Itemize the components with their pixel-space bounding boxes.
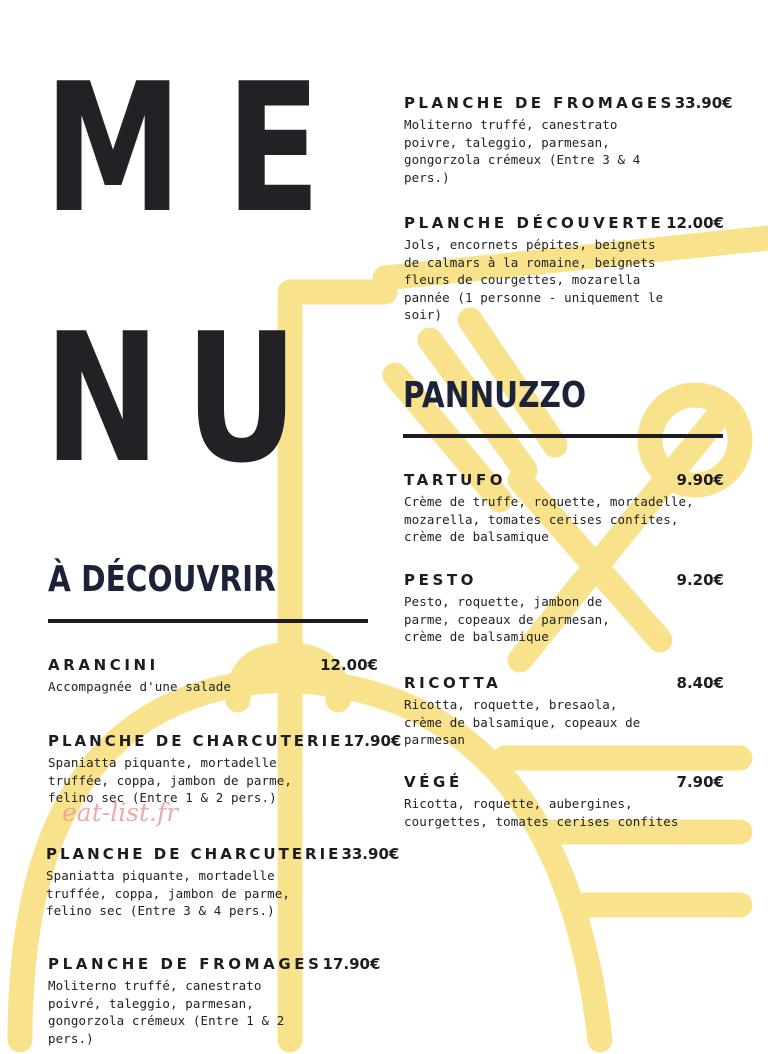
item-description: Ricotta, roquette, bresaola, crème de balsamique, copeaux de parmesan (404, 697, 641, 747)
item-description: Moliterno truffé, canestrato poivré, taleggio, parmesan, gongorzola crémeux (Entre 1 & 2 pers.) (48, 978, 285, 1046)
item-description: Spaniatta piquante, mortadelle truffée, coppa, jambon de parme, felino sec (Entre 1 & 2 pers.) (48, 755, 293, 805)
item-name: RICOTTA (404, 674, 502, 692)
item-description: Crème de truffe, roquette, mortadelle, mozarella, tomates cerises confites, crème de balsamique (404, 494, 694, 544)
item-description: Moliterno truffé, canestrato poivre, taleggio, parmesan, gongorzola crémeux (Entre 3 & 4 pers.) (404, 117, 641, 185)
menu-item (48, 955, 381, 1047)
item-description: Jols, encornets pépites, beignets de calmars à la romaine, beignets fleurs de courgettes, mozarella pannée (1 personne - uniquement le soir) (404, 237, 664, 322)
item-price: 8.40€ (676, 674, 724, 692)
item-price: 12.00€ (320, 656, 378, 674)
item-price: 33.90€ (674, 94, 733, 112)
item-name: TARTUFO (404, 471, 507, 489)
item-name: ARANCINI (48, 656, 159, 674)
item-price: 17.90€ (343, 732, 402, 750)
item-description: Spaniatta piquante, mortadelle truffée, coppa, jambon de parme, felino sec (Entre 3 & 4 pers.) (46, 868, 291, 918)
item-description: Pesto, roquette, jambon de parme, copeaux de parmesan, crème de balsamique (404, 594, 610, 644)
item-name: PLANCHE DE FROMAGES (404, 94, 675, 112)
menu-item (404, 471, 724, 546)
item-price: 9.20€ (676, 571, 724, 589)
menu-item (404, 214, 724, 324)
section-heading-a-decouvrir: À DÉCOUVRIR (48, 559, 276, 600)
item-name: VÉGÉ (404, 773, 463, 791)
item-price: 17.90€ (322, 955, 381, 973)
item-name: PLANCHE DE CHARCUTERIE (46, 845, 342, 863)
menu-title-row-2: NU (44, 295, 323, 502)
item-name: PESTO (404, 571, 478, 589)
menu-item (48, 732, 402, 807)
item-description: Accompagnée d'une salade (48, 679, 232, 694)
item-price: 12.00€ (666, 214, 724, 232)
menu-item (46, 845, 400, 920)
item-name: PLANCHE DE FROMAGES (48, 955, 323, 973)
section-heading-pannuzzo: PANNUZZO (403, 375, 587, 416)
menu-item (404, 674, 724, 749)
item-price: 33.90€ (341, 845, 400, 863)
menu-title-row-1: ME (44, 45, 365, 252)
menu-item (404, 571, 724, 646)
watermark-text: eat-list.fr (62, 798, 179, 827)
menu-item (404, 94, 733, 186)
item-price: 7.90€ (676, 773, 724, 791)
left-heading-rule (48, 619, 368, 623)
menu-item (404, 773, 724, 830)
item-name: PLANCHE DÉCOUVERTE (404, 214, 665, 232)
item-price: 9.90€ (676, 471, 724, 489)
menu-item (48, 656, 378, 696)
right-heading-rule (403, 434, 723, 438)
item-description: Ricotta, roquette, aubergines, courgettes, tomates cerises confites (404, 796, 679, 829)
item-name: PLANCHE DE CHARCUTERIE (48, 732, 344, 750)
